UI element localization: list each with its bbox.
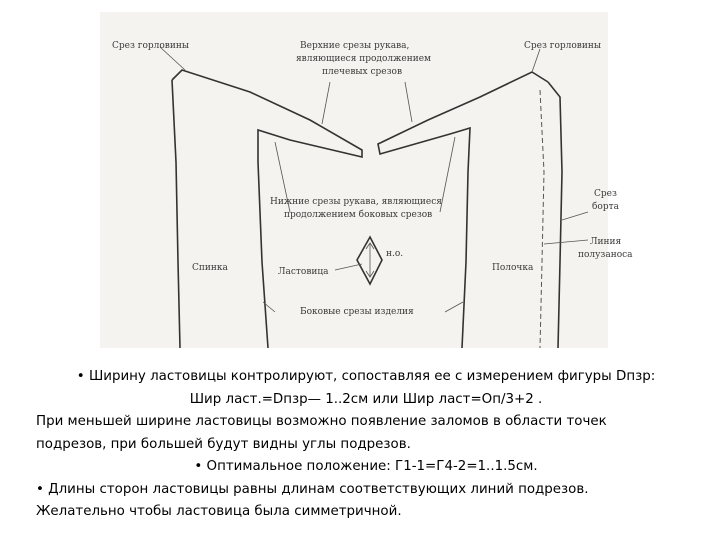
label-neckline-left: Срез горловины — [112, 41, 190, 51]
label-front-edge-2: борта — [592, 202, 619, 212]
leader-upper-right — [405, 82, 412, 122]
paragraph-line-2: подрезов, при большей будут видны углы подрезов. — [36, 436, 411, 452]
label-side-seams: Боковые срезы изделия — [300, 307, 414, 317]
label-neckline-right: Срез горловины — [524, 41, 602, 51]
leader-center-line — [544, 240, 588, 244]
front-edge — [548, 82, 562, 348]
label-front: Полочка — [492, 263, 534, 273]
formula-line: Шир ласт.=Dпзр— 1..2см или Шир ласт=Оп/3+2 . — [189, 391, 543, 407]
text-block — [36, 366, 696, 524]
bullet-optimal-position: • Оптимальное положение: Г1-1=Г4-2=1..1.5см. — [194, 459, 538, 474]
back-side-left — [172, 80, 180, 348]
paragraph-line-1: При меньшей ширине ластовицы возможно появление заломов в области точек — [36, 414, 607, 429]
leader-lower-right — [440, 137, 455, 212]
pattern-drawing — [100, 12, 633, 348]
label-center-line-1: Линия — [590, 237, 622, 247]
leader-side-right — [445, 302, 463, 312]
label-grain: н.о. — [386, 249, 404, 259]
symmetry-note: Желательно чтобы ластовица была симметричной. — [36, 504, 402, 519]
label-lower-sleeve-1: Нижние срезы рукава, являющиеся — [270, 197, 442, 207]
label-upper-sleeve-2: являющиеся продолжением — [296, 54, 432, 64]
label-back: Спинка — [192, 263, 228, 273]
leader-upper-left — [322, 82, 330, 124]
leader-neckline-right — [532, 49, 540, 72]
label-front-edge-1: Срез — [594, 189, 617, 199]
leader-front-edge — [562, 212, 588, 220]
label-gusset: Ластовица — [278, 267, 329, 277]
label-upper-sleeve-1: Верхние срезы рукава, — [300, 41, 410, 51]
label-center-line-2: полузаноса — [578, 250, 633, 260]
label-lower-sleeve-2: продолжением боковых срезов — [284, 210, 433, 220]
leader-gusset — [335, 264, 362, 270]
label-upper-sleeve-3: плечевых срезов — [322, 67, 403, 77]
bullet-width-control: • Ширину ластовицы контролируют, сопоставляя ее с измерением фигуры Dпзр: — [76, 369, 656, 384]
garment-pattern-diagram — [100, 12, 633, 348]
center-line — [540, 90, 544, 348]
bullet-side-lengths: • Длины сторон ластовицы равны длинам соответствующих линий подрезов. — [36, 481, 589, 497]
